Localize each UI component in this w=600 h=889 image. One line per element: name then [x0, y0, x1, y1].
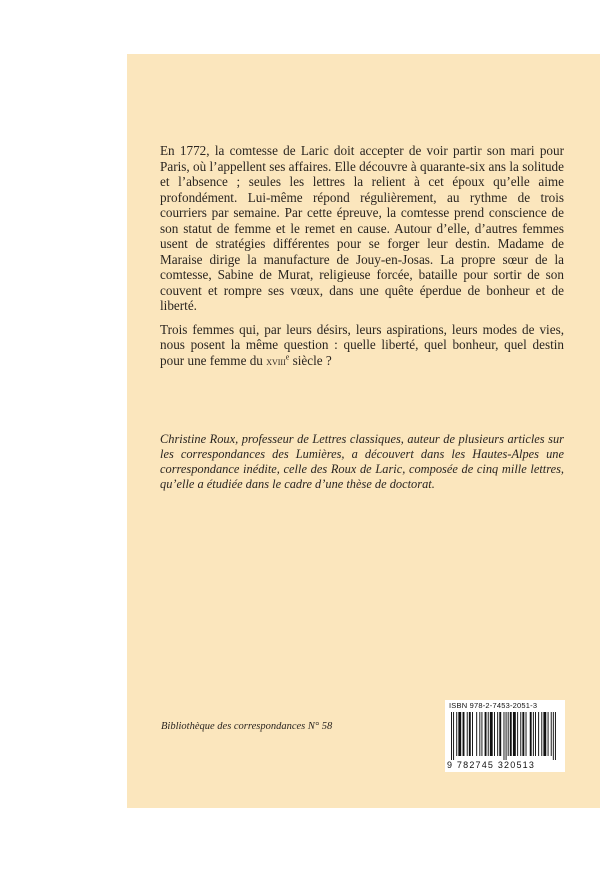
barcode-bar — [520, 712, 521, 756]
barcode-bar — [522, 712, 524, 756]
barcode-bars — [449, 712, 561, 760]
barcode-bar — [533, 712, 534, 756]
barcode-bar — [506, 712, 507, 760]
barcode-bar — [456, 712, 457, 756]
century-numeral: xviii — [266, 353, 286, 368]
barcode-bar — [497, 712, 498, 756]
barcode-bar — [541, 712, 542, 756]
blurb-text — [160, 143, 564, 369]
barcode-bar — [551, 712, 552, 756]
barcode-bar — [508, 712, 509, 756]
barcode-bar — [530, 712, 532, 756]
barcode-bar — [463, 712, 465, 756]
author-note: Christine Roux, professeur de Lettres classiques, auteur de plusieurs articles sur les correspondances des Lumières, a découvert dans les Hautes-Alpes une correspondance inédite, celle des Roux de Laric, composée de cinq mille lettres, qu’elle a étudiée dans le cadre d’une thèse de doctorat. — [160, 432, 564, 491]
barcode-bar — [488, 712, 489, 756]
blurb-paragraph-1: En 1772, la comtesse de Laric doit accepter de voir partir son mari pour Paris, où l’appellent ses affaires. Elle découvre à quarante-six ans la solitude et l’absence ; seules les lettres la relient à cet époux qu’elle aime profondément. Lui-même répond régulièrement, au rythme de trois courriers par semaine. Par cette épreuve, la comtesse prend conscience de son statut de femme et le remet en cause. Autour d’elle, d’autres femmes usent de stratégies différentes pour se forger leur destin. Madame de Maraise dirige la manufacture de Jouy-en-Josas. La propre sœur de la comtesse, Sabine de Murat, religieuse forcée, bataille pour sortir de son couvent et rompre ses vœux, dans une quête éperdue de bonheur et de liberté. — [160, 143, 564, 313]
barcode-bar — [453, 712, 454, 760]
barcode-bar — [469, 712, 471, 756]
barcode-bar — [510, 712, 512, 756]
century-superscript: e — [285, 352, 290, 362]
barcode-bar — [499, 712, 501, 756]
barcode-bar — [517, 712, 518, 756]
blurb-paragraph-2-end: siècle ? — [289, 352, 332, 368]
barcode-bar — [451, 712, 452, 760]
barcode-bar — [472, 712, 473, 756]
barcode-bar — [467, 712, 468, 756]
barcode-bar — [535, 712, 536, 756]
barcode-bar — [490, 712, 493, 756]
barcode — [445, 700, 565, 772]
barcode-bar — [458, 712, 461, 756]
barcode-bar — [543, 712, 546, 756]
barcode-bar — [555, 712, 556, 760]
barcode-bar — [553, 712, 554, 760]
barcode-bar — [504, 712, 505, 760]
isbn-label: ISBN 978-2-7453-2051-3 — [449, 701, 538, 710]
barcode-bar — [526, 712, 527, 756]
barcode-bar — [485, 712, 487, 756]
barcode-bar — [479, 712, 480, 756]
barcode-bar — [481, 712, 482, 756]
blurb-paragraph-2-start: Trois femmes qui, par leurs désirs, leurs aspirations, leurs modes de vies, nous posent la même question : quelle liberté, quel bonheur, quel destin pour une femme du — [160, 321, 564, 368]
barcode-digits: 9 782745 320513 — [447, 760, 536, 770]
barcode-bar — [513, 712, 516, 756]
barcode-bar — [494, 712, 495, 756]
barcode-bar — [538, 712, 539, 756]
blurb-paragraph-2 — [160, 322, 564, 370]
barcode-bar — [548, 712, 549, 756]
series-label: Bibliothèque des correspondances N° 58 — [161, 721, 333, 732]
barcode-bar — [476, 712, 477, 756]
